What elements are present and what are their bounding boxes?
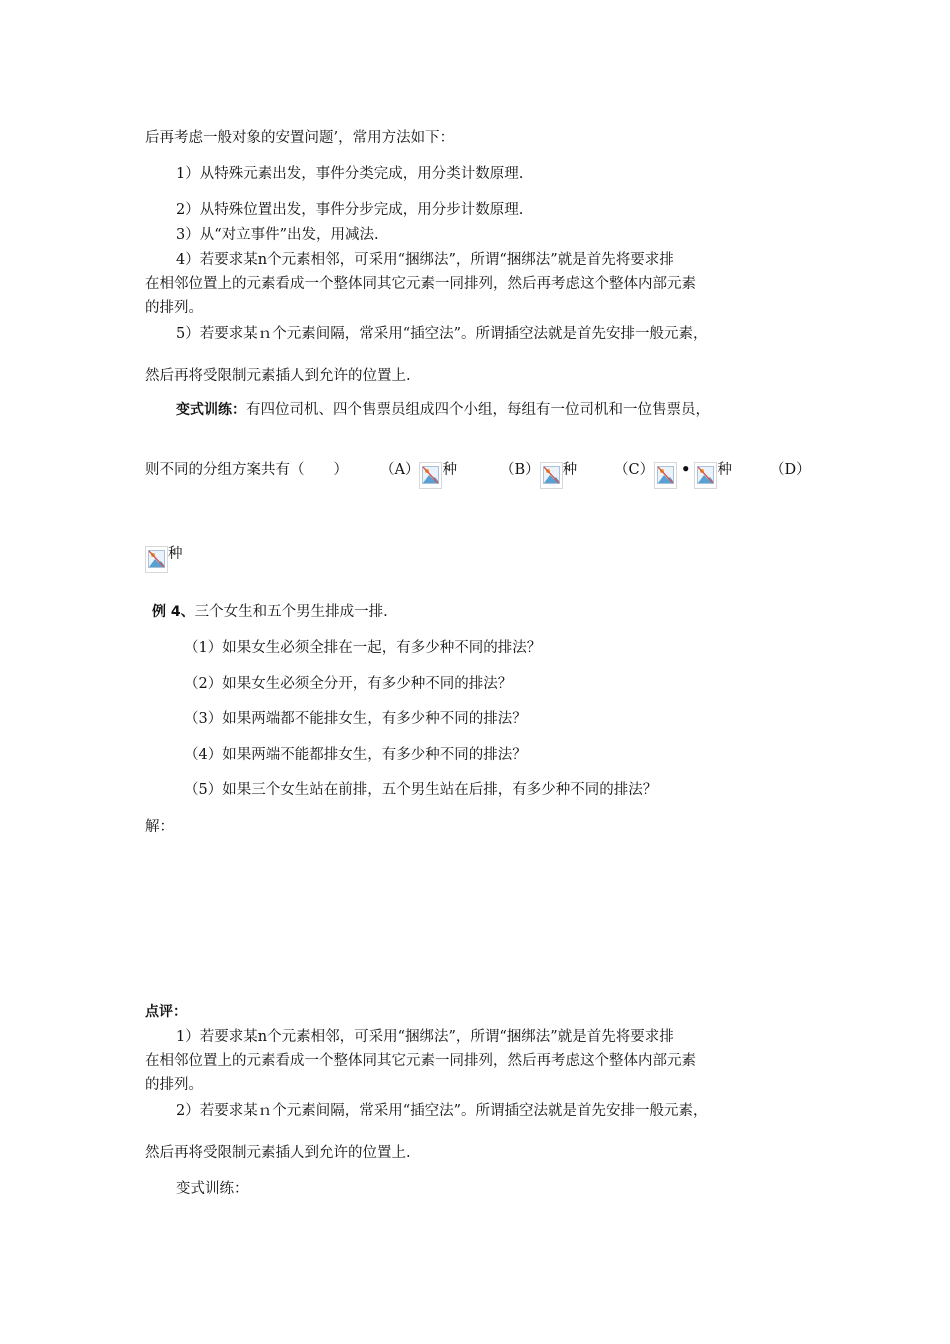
question-2: （2）如果女生必须全分开，有多少种不同的排法？: [184, 676, 513, 692]
option-c-dot: •: [681, 461, 691, 478]
question-4: （4）如果两端不能都排女生，有多少种不同的排法？: [184, 747, 527, 763]
method-1: 1）从特殊元素出发，事件分类完成，用分类计数原理.: [176, 166, 524, 182]
option-b: [500, 460, 577, 489]
variant-text: 有四位司机、四个售票员组成四个小组，每组有一位司机和一位售票员，: [246, 402, 710, 418]
example-4-text: 三个女生和五个男生排成一排.: [194, 604, 388, 620]
method-3: 3）从“对立事件”出发，用减法.: [176, 227, 379, 243]
option-d: [145, 544, 183, 573]
comment-1-line3: 的排列。: [145, 1077, 203, 1093]
method-5-line2: 然后再将受限制元素插人到允许的位置上.: [145, 368, 411, 384]
broken-image-icon: [540, 462, 563, 489]
variant-training: [176, 400, 856, 420]
comment-label: 点评：: [145, 1004, 187, 1020]
option-c-unit: 种: [717, 462, 732, 478]
option-a-unit: 种: [442, 462, 457, 478]
option-c: [614, 460, 732, 489]
method-4-line2: 在相邻位置上的元素看成一个整体同其它元素一同排列，然后再考虑这个整体内部元素: [145, 276, 696, 292]
broken-image-icon: [145, 546, 168, 573]
question-3: （3）如果两端都不能排女生，有多少种不同的排法？: [184, 711, 527, 727]
method-2: 2）从特殊位置出发，事件分步完成，用分步计数原理.: [176, 202, 524, 218]
solution-label: 解：: [145, 819, 174, 835]
example-4: [152, 602, 832, 622]
option-a-label: （A）: [380, 462, 420, 478]
variant-question: 则不同的分组方案共有（ ）: [145, 462, 348, 478]
option-d-unit: 种: [168, 546, 183, 562]
comment-2-line2: 然后再将受限制元素插人到允许的位置上.: [145, 1145, 411, 1161]
question-5: （5）如果三个女生站在前排，五个男生站在后排，有多少种不同的排法？: [184, 782, 658, 798]
comment-1-line2: 在相邻位置上的元素看成一个整体同其它元素一同排列，然后再考虑这个整体内部元素: [145, 1053, 696, 1069]
example-4-label: 例 4、: [152, 604, 195, 620]
method-4-line3: 的排列。: [145, 300, 203, 316]
question-1: （1）如果女生必须全排在一起，有多少种不同的排法？: [184, 640, 542, 656]
option-d-label: （D）: [770, 462, 811, 478]
variant-label: 变式训练：: [176, 402, 246, 418]
option-b-unit: 种: [562, 462, 578, 478]
broken-image-icon: [654, 462, 677, 489]
option-a: [380, 460, 457, 489]
broken-image-icon: [419, 462, 442, 489]
method-5-line1: 5）若要求某ｎ个元素间隔，常采用“插空法”。所谓插空法就是首先安排一般元素，: [176, 326, 708, 342]
comment-2-line1: 2）若要求某ｎ个元素间隔，常采用“插空法”。所谓插空法就是首先安排一般元素，: [176, 1103, 708, 1119]
variant-training-2: 变式训练：: [176, 1181, 249, 1197]
broken-image-icon: [694, 462, 717, 489]
option-b-label: （B）: [500, 462, 540, 478]
option-c-label: （C）: [614, 462, 655, 478]
comment-1-line1: 1）若要求某n个元素相邻，可采用“捆绑法”，所谓“捆绑法”就是首先将要求排: [176, 1029, 674, 1045]
intro-line: 后再考虑一般对象的安置问题’，常用方法如下：: [145, 130, 455, 146]
method-4-line1: 4）若要求某n个元素相邻，可采用“捆绑法”，所谓“捆绑法”就是首先将要求排: [176, 252, 674, 268]
